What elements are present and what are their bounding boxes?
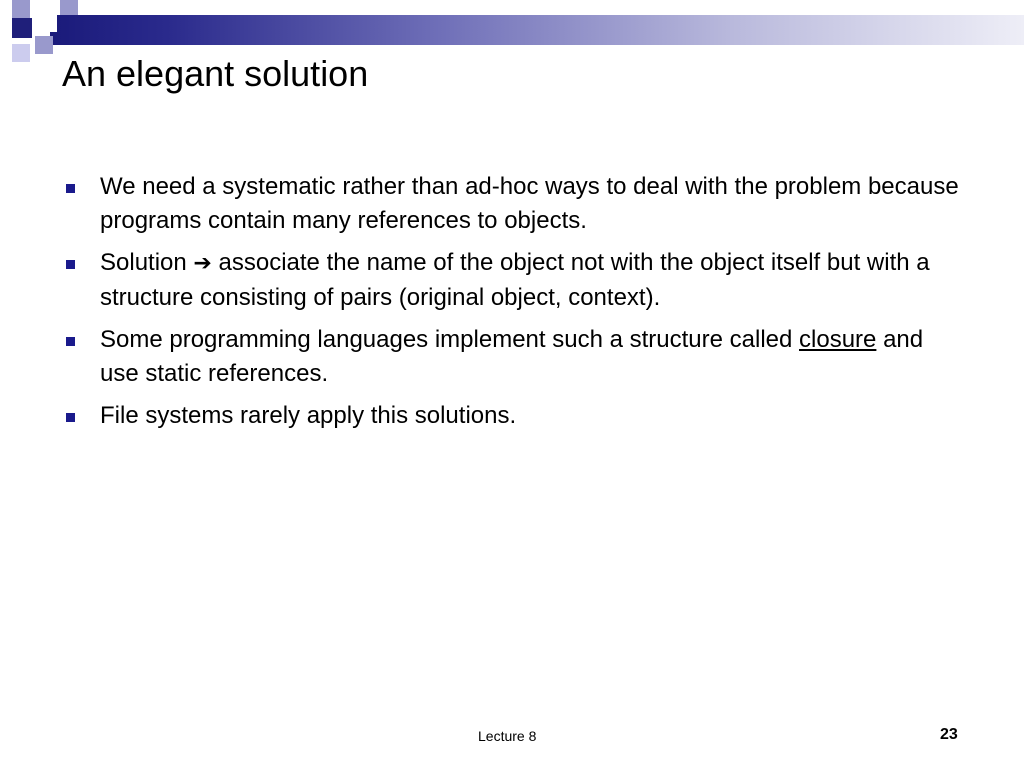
slide-footer: Lecture 8 [478,728,537,744]
bullet-item [62,170,962,238]
bullet-text-end: and use static references. [100,326,924,387]
bullet-text-end: associate the name of the object not with the object itself but with a structure consisting of pairs (original object, context). [100,249,930,311]
closure-term: closure [799,326,877,353]
header-decoration-square [35,36,53,54]
slide-title: An elegant solution [62,53,369,94]
header-decoration-square [12,0,30,18]
bullet-item [62,323,962,391]
bullet-item [62,399,962,433]
header-decoration-square [12,44,30,62]
header-decoration-square [12,18,32,38]
page-number: 23 [940,726,958,743]
bullet-text-start: Some programming languages implement such a structure called [100,326,793,353]
square-bullet-icon [66,260,75,269]
header-decoration-square [35,10,57,32]
square-bullet-icon [66,184,75,193]
bullet-text: File systems rarely apply this solutions. [100,402,517,429]
bullet-text-start: Solution [100,249,187,276]
header-gradient-bar [50,15,1024,45]
bullet-text: We need a systematic rather than ad-hoc ways to deal with the problem because programs contain many references to objects. [100,173,959,234]
square-bullet-icon [66,413,75,422]
right-arrow-icon: ➔ [193,251,212,276]
bullet-item [62,246,962,315]
square-bullet-icon [66,337,75,346]
bullet-list [62,170,962,441]
